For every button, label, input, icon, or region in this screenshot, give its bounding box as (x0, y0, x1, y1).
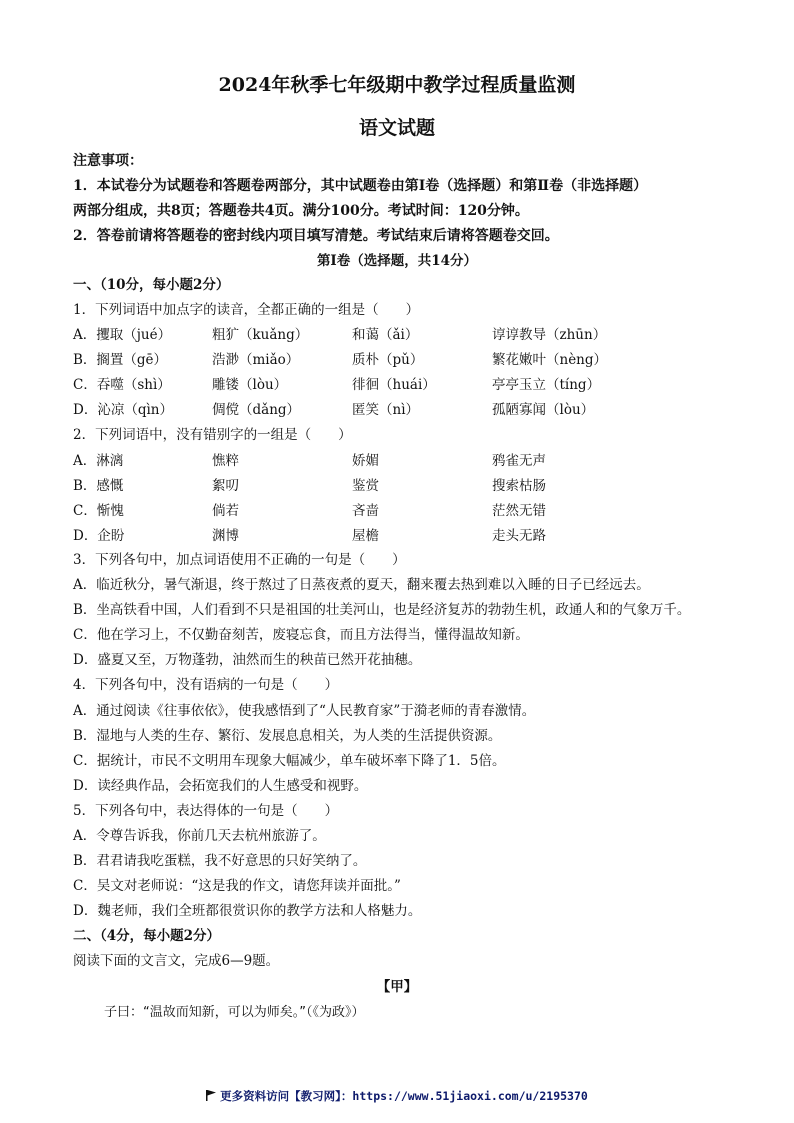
part1-title: 第Ⅰ卷（选择题，共14分） (316, 253, 478, 269)
question-1-stem: 1．下列词语中加点字的读音，全都正确的一组是（ ） (73, 302, 420, 318)
q1-option-d-3: 匿笑（nì） (352, 402, 420, 418)
q2-option-c-3: 吝啬 (352, 503, 379, 519)
q4-option-d: D．读经典作品，会拓宽我们的人生感受和视野。 (73, 778, 368, 794)
q5-option-d: D．魏老师，我们全班都很赏识你的教学方法和人格魅力。 (73, 903, 422, 919)
q3-option-b: B．坐高铁看中国，人们看到不只是祖国的壮美河山，也是经济复苏的勃勃生机，政通人和的气象万千。 (73, 602, 691, 618)
q3-option-d: D．盛夏又至，万物蓬勃，油然而生的秧苗已然开花抽穗。 (73, 652, 422, 668)
q5-option-a: A．令尊告诉我，你前几天去杭州旅游了。 (73, 828, 326, 844)
q1-option-b-2: 浩渺（miǎo） (212, 352, 300, 368)
notice-item-2: 2．答卷前请将答题卷的密封线内项目填写清楚。考试结束后请将答题卷交回。 (73, 228, 559, 244)
question-5-stem: 5．下列各句中，表达得体的一句是（ ） (73, 803, 339, 819)
q2-option-d-2: 渊博 (212, 528, 239, 544)
q2-option-d-3: 屋檐 (352, 528, 379, 544)
question-2-stem: 2．下列词语中，没有错别字的一组是（ ） (73, 427, 352, 443)
passage-label: 【甲】 (376, 979, 418, 995)
q1-option-a-2: 粗犷（kuǎng） (212, 327, 309, 343)
notice-item-1-line-1: 1．本试卷分为试题卷和答题卷两部分，其中试题卷由第Ⅰ卷（选择题）和第Ⅱ卷（非选择题） (73, 178, 648, 194)
footer-resource-line[interactable] (0, 1088, 794, 1104)
q2-option-b-3: 鉴赏 (352, 478, 379, 494)
q5-option-b: B．君君请我吃蛋糕，我不好意思的只好笑纳了。 (73, 853, 367, 869)
flag-icon (206, 1090, 216, 1101)
q2-option-b-2: 絮叨 (212, 478, 239, 494)
classical-quote: 子曰：“温故而知新，可以为师矣。”（《为政》） (104, 1005, 365, 1020)
q4-option-b: B．湿地与人类的生存、繁衍、发展息息相关，为人类的生活提供资源。 (73, 728, 502, 744)
q2-option-d-4: 走头无路 (492, 528, 546, 544)
question-4-stem: 4．下列各句中，没有语病的一句是（ ） (73, 677, 339, 693)
q2-option-a-1: A．淋漓 (73, 453, 124, 469)
q2-option-c-2: 倘若 (212, 503, 239, 519)
q2-option-b-4: 搜索枯肠 (492, 478, 546, 494)
q1-option-c-3: 徘徊（huái） (352, 377, 436, 393)
section2-heading: 二、（4分，每小题2分） (73, 928, 221, 944)
q1-option-d-1: D．沁凉（qìn） (73, 402, 173, 418)
section1-heading: 一、（10分，每小题2分） (73, 277, 230, 293)
notice-item-1-line-2: 两部分组成，共8页；答题卷共4页。满分100分。考试时间：120分钟。 (73, 203, 529, 219)
q1-option-b-4: 繁花嫩叶（nèng） (492, 352, 608, 368)
q3-option-c: C．他在学习上，不仅勤奋刻苦，废寝忘食，而且方法得当，懂得温故知新。 (73, 627, 529, 643)
q1-option-c-4: 亭亭玉立（tíng） (492, 377, 601, 393)
q1-option-a-1: A．攫取（jué） (73, 327, 172, 343)
q1-option-c-1: C．吞噬（shì） (73, 377, 171, 393)
q3-option-a: A．临近秋分，暑气渐退，终于熬过了日蒸夜煮的夏天，翻来覆去热到难以入睡的日子已经远去。 (73, 577, 650, 593)
exam-title: 2024年秋季七年级期中教学过程质量监测 (218, 74, 576, 96)
q1-option-b-1: B．搁置（gē） (73, 352, 168, 368)
q1-option-a-4: 谆谆教导（zhūn） (492, 327, 607, 343)
footer-link-text[interactable]: 更多资料访问【教习网】：https://www.51jiaoxi.com/u/2195370 (220, 1089, 588, 1103)
q4-option-c: C．据统计，市民不文明用车现象大幅减少，单车破坏率下降了1．5倍。 (73, 753, 506, 769)
q1-option-d-2: 倜傥（dǎng） (212, 402, 301, 418)
q1-option-d-4: 孤陋寡闻（lòu） (492, 402, 595, 418)
notice-heading: 注意事项： (73, 153, 143, 169)
q5-option-c: C．吴文对老师说：“这是我的作文，请您拜读并面批。” (73, 878, 401, 894)
q2-option-a-3: 娇媚 (352, 453, 379, 469)
q4-option-a: A．通过阅读《往事依依》，使我感悟到了“人民教育家”于漪老师的青春激情。 (73, 703, 536, 719)
q1-option-c-2: 雕镂（lòu） (212, 377, 288, 393)
q1-option-a-3: 和蔼（ǎi） (352, 327, 419, 343)
q2-option-d-1: D．企盼 (73, 528, 125, 544)
q2-option-c-4: 茫然无错 (492, 503, 546, 519)
exam-subtitle: 语文试题 (358, 117, 435, 139)
question-3-stem: 3．下列各句中，加点词语使用不正确的一句是（ ） (73, 552, 406, 568)
q2-option-a-2: 憔粹 (212, 453, 239, 469)
q1-option-b-3: 质朴（pǔ） (352, 352, 424, 368)
section2-intro: 阅读下面的文言文，完成6—9题。 (73, 953, 280, 969)
q2-option-b-1: B．感慨 (73, 478, 124, 494)
q2-option-c-1: C．惭愧 (73, 503, 124, 519)
q2-option-a-4: 鸦雀无声 (492, 453, 546, 469)
